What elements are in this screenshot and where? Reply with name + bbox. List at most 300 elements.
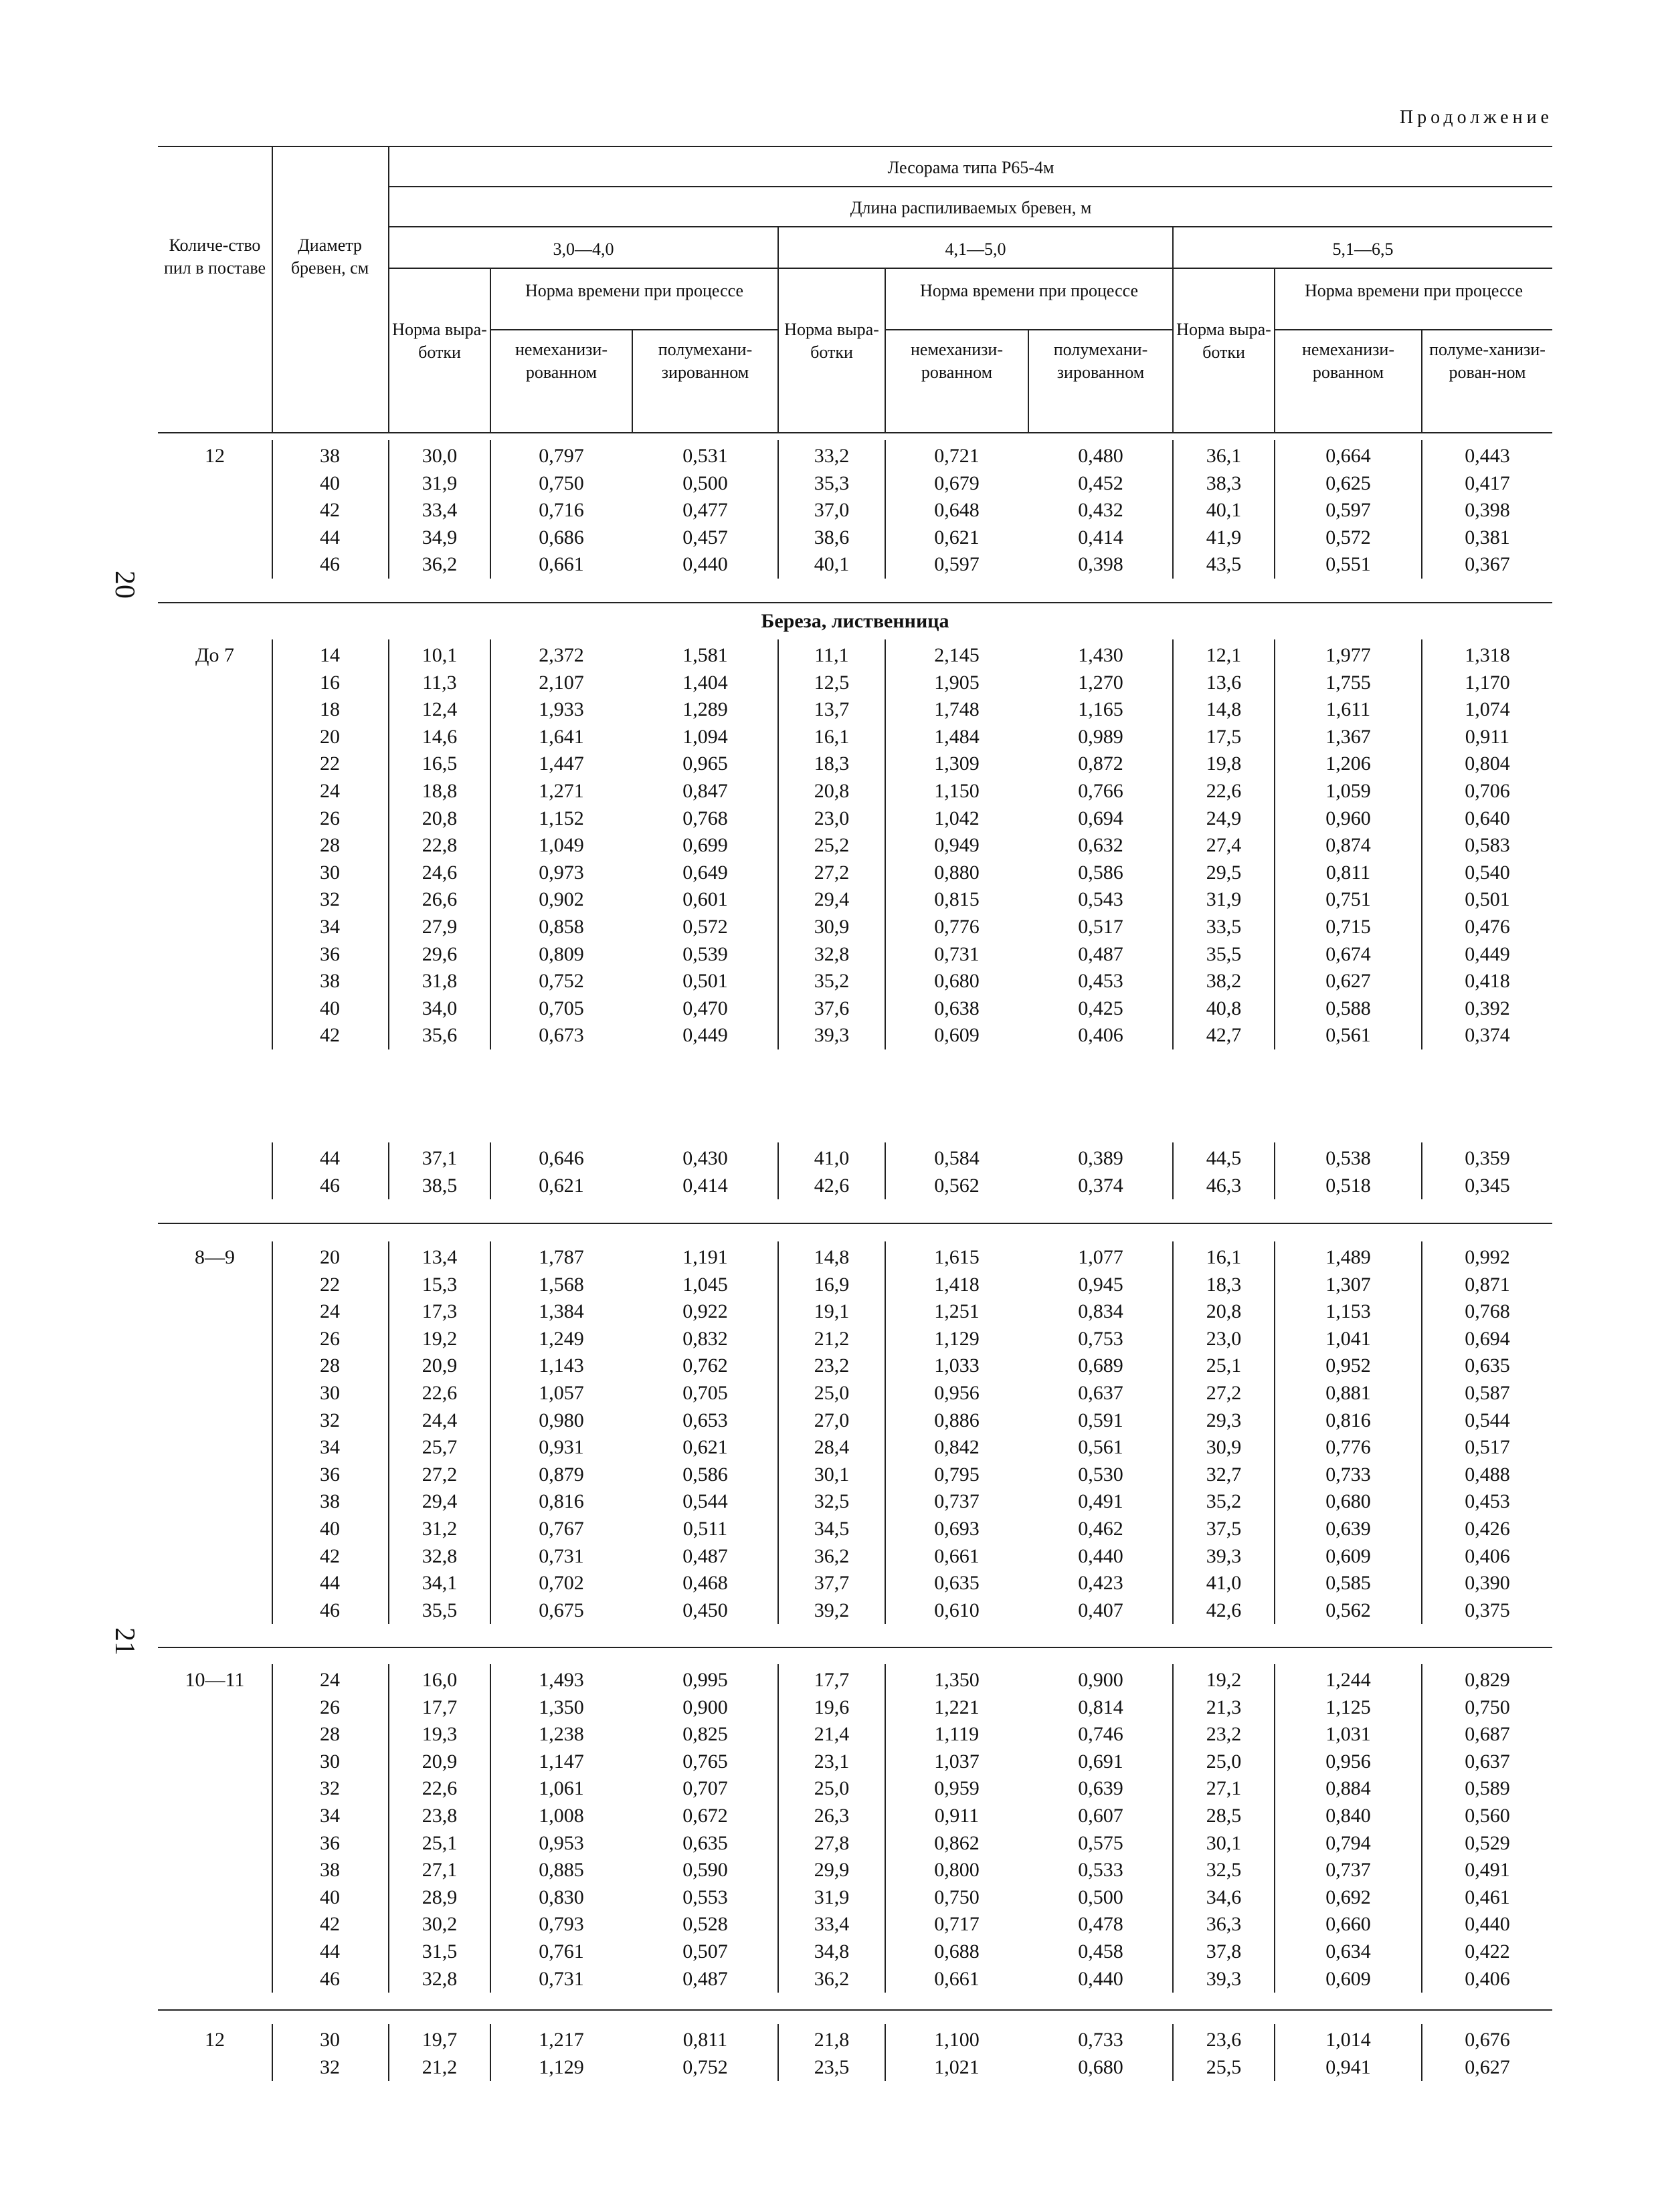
table-cell: 27,2	[814, 861, 850, 884]
table-row	[158, 696, 1552, 723]
table-cell: 0,374	[1465, 1024, 1510, 1047]
table-cell: 0,390	[1465, 1572, 1510, 1595]
table-cell: 1,031	[1325, 1723, 1371, 1746]
table-cell: 19,2	[1206, 1669, 1242, 1691]
table-cell: 19,7	[422, 2029, 458, 2051]
table-cell: 19,8	[1206, 752, 1242, 775]
table-cell: 32	[320, 1777, 340, 1800]
table-cell: 36	[320, 1463, 340, 1486]
table-row	[158, 1407, 1552, 1434]
table-cell: 14,8	[814, 1246, 850, 1268]
table-cell: 40	[320, 1518, 340, 1540]
table-row	[158, 860, 1552, 886]
table-cell: 0,995	[682, 1669, 728, 1691]
table-cell: 0,367	[1465, 553, 1510, 576]
group-label: 12	[205, 2029, 225, 2051]
table-row	[158, 995, 1552, 1022]
table-cell: 0,575	[1078, 1831, 1123, 1854]
table-cell: 24	[320, 1669, 340, 1691]
table-cell: 0,809	[539, 942, 584, 965]
table-cell: 38	[320, 1490, 340, 1513]
table-cell: 1,033	[934, 1354, 980, 1377]
table-cell: 0,840	[1325, 1805, 1371, 1827]
table-cell: 1,384	[539, 1300, 584, 1323]
table-cell: 1,165	[1078, 698, 1123, 721]
table-cell: 25,0	[1206, 1750, 1242, 1773]
table-cell: 32	[320, 888, 340, 911]
table-cell: 0,452	[1078, 472, 1123, 494]
table-cell: 1,125	[1325, 1696, 1371, 1718]
table-cell: 37,1	[422, 1147, 458, 1169]
table-cell: 40,1	[814, 553, 850, 576]
table-cell: 20,9	[422, 1354, 458, 1377]
table-cell: 0,621	[539, 1174, 584, 1197]
table-cell: 1,748	[934, 698, 980, 721]
table-cell: 38	[320, 1859, 340, 1882]
table-cell: 0,693	[934, 1518, 980, 1540]
header-norm-time-3: Норма времени при процессе	[1304, 281, 1524, 300]
table-cell: 34	[320, 1436, 340, 1459]
table-cell: 46,3	[1206, 1174, 1242, 1197]
table-row	[158, 2027, 1552, 2053]
table-cell: 0,517	[1465, 1436, 1510, 1459]
table-cell: 28	[320, 1354, 340, 1377]
table-cell: 0,811	[1325, 861, 1371, 884]
table-cell: 37,8	[1206, 1940, 1242, 1963]
table-cell: 0,562	[934, 1174, 980, 1197]
table-cell: 0,587	[1465, 1382, 1510, 1404]
table-cell: 1,152	[539, 807, 584, 829]
table-row	[158, 941, 1552, 968]
table-cell: 0,699	[682, 834, 728, 857]
table-cell: 0,872	[1078, 752, 1123, 775]
table-cell: 0,345	[1465, 1174, 1510, 1197]
table-cell: 39,3	[1206, 1967, 1242, 1990]
table-cell: 46	[320, 1174, 340, 1197]
table-cell: 46	[320, 1599, 340, 1621]
table-cell: 36,3	[1206, 1913, 1242, 1936]
table-cell: 0,767	[539, 1518, 584, 1540]
table-row	[158, 1516, 1552, 1542]
table-cell: 0,797	[539, 445, 584, 467]
table-cell: 0,443	[1465, 445, 1510, 467]
table-cell: 23,5	[814, 2055, 850, 2078]
table-cell: 23,2	[814, 1354, 850, 1377]
table-cell: 0,731	[539, 1544, 584, 1567]
table-cell: 25,0	[814, 1777, 850, 1800]
table-cell: 1,129	[934, 1327, 980, 1350]
table-cell: 0,705	[682, 1382, 728, 1404]
table-cell: 0,468	[682, 1572, 728, 1595]
table-row	[158, 1022, 1552, 1049]
table-cell: 0,847	[682, 780, 728, 802]
header-nonmech-3: немеханизи-рованном	[1302, 340, 1394, 382]
table-cell: 38	[320, 970, 340, 993]
table-cell: 32	[320, 1409, 340, 1431]
table-cell: 1,350	[539, 1696, 584, 1718]
table-cell: 0,478	[1078, 1913, 1123, 1936]
table-cell: 0,544	[682, 1490, 728, 1513]
table-cell: 20,8	[1206, 1300, 1242, 1323]
table-cell: 28,4	[814, 1436, 850, 1459]
table-cell: 0,661	[539, 553, 584, 576]
table-cell: 0,664	[1325, 445, 1371, 467]
table-cell: 0,706	[1465, 780, 1510, 802]
section-title: Береза, лиственница	[761, 610, 949, 632]
table-cell: 34,1	[422, 1572, 458, 1595]
table-row	[158, 1488, 1552, 1515]
group-separator	[158, 2009, 1552, 2011]
table-cell: 42,7	[1206, 1024, 1242, 1047]
table-cell: 0,825	[682, 1723, 728, 1746]
table-cell: 21,4	[814, 1723, 850, 1746]
table-cell: 34,5	[814, 1518, 850, 1540]
table-cell: 16,1	[814, 725, 850, 748]
table-row	[158, 1543, 1552, 1570]
table-cell: 0,733	[1078, 2029, 1123, 2051]
table-cell: 31,5	[422, 1940, 458, 1963]
table-cell: 22,6	[422, 1777, 458, 1800]
table-cell: 27,4	[1206, 834, 1242, 857]
table-cell: 42,6	[814, 1174, 850, 1197]
table-cell: 26,3	[814, 1805, 850, 1827]
table-cell: 38,2	[1206, 970, 1242, 993]
table-cell: 0,675	[539, 1599, 584, 1621]
table-cell: 0,635	[1465, 1354, 1510, 1377]
table-cell: 33,5	[1206, 916, 1242, 938]
table-cell: 0,634	[1325, 1940, 1371, 1963]
table-cell: 0,814	[1078, 1696, 1123, 1718]
table-cell: 0,911	[1465, 725, 1510, 748]
table-cell: 21,2	[422, 2055, 458, 2078]
table-cell: 0,621	[934, 526, 980, 548]
table-cell: 16	[320, 671, 340, 694]
table-cell: 35,6	[422, 1024, 458, 1047]
table-cell: 0,627	[1465, 2055, 1510, 2078]
table-cell: 1,238	[539, 1723, 584, 1746]
table-cell: 20	[320, 725, 340, 748]
table-cell: 31,9	[422, 472, 458, 494]
group-separator	[158, 1647, 1552, 1648]
header-semimech-3: полуме-ханизи-рован-ном	[1429, 340, 1546, 382]
table-cell: 0,673	[539, 1024, 584, 1047]
table-cell: 0,694	[1465, 1327, 1510, 1350]
table-cell: 1,271	[539, 780, 584, 802]
table-cell: 0,679	[934, 472, 980, 494]
table-row	[158, 1938, 1552, 1965]
table-cell: 0,501	[1465, 888, 1510, 911]
table-cell: 0,585	[1325, 1572, 1371, 1595]
header-norm-time-2: Норма времени при процессе	[919, 281, 1139, 300]
table-cell: 0,553	[682, 1886, 728, 1908]
table-cell: 0,750	[934, 1886, 980, 1908]
table-cell: 27,9	[422, 916, 458, 938]
table-cell: 37,6	[814, 997, 850, 1019]
table-cell: 0,500	[682, 472, 728, 494]
table-cell: 21,2	[814, 1327, 850, 1350]
table-cell: 1,641	[539, 725, 584, 748]
table-cell: 1,042	[934, 807, 980, 829]
table-cell: 1,061	[539, 1777, 584, 1800]
table-cell: 0,562	[1325, 1599, 1371, 1621]
table-cell: 0,761	[539, 1940, 584, 1963]
table-cell: 0,953	[539, 1831, 584, 1854]
header-norm-output-1: Норма выра-ботки	[392, 320, 487, 362]
table-row	[158, 1830, 1552, 1857]
table-cell: 43,5	[1206, 553, 1242, 576]
table-cell: 0,392	[1465, 997, 1510, 1019]
table-cell: 1,045	[682, 1273, 728, 1296]
table-cell: 20,9	[422, 1750, 458, 1773]
table-cell: 0,572	[1325, 526, 1371, 548]
table-cell: 26,6	[422, 888, 458, 911]
header-semimech-1: полумехани-зированном	[658, 340, 753, 382]
table-cell: 1,493	[539, 1669, 584, 1691]
table-cell: 25,1	[422, 1831, 458, 1854]
table-cell: 0,511	[682, 1518, 728, 1540]
table-cell: 30,0	[422, 445, 458, 467]
table-cell: 32,5	[1206, 1859, 1242, 1882]
table-cell: 0,753	[1078, 1327, 1123, 1350]
table-cell: 37,5	[1206, 1518, 1242, 1540]
table-cell: 0,800	[934, 1859, 980, 1882]
table-cell: 46	[320, 553, 340, 576]
table-cell: 13,4	[422, 1246, 458, 1268]
table-cell: 41,9	[1206, 526, 1242, 548]
table-cell: 0,941	[1325, 2055, 1371, 2078]
table-cell: 0,430	[682, 1147, 728, 1169]
table-cell: 1,074	[1465, 698, 1510, 721]
table-cell: 0,589	[1465, 1777, 1510, 1800]
table-row	[158, 1775, 1552, 1802]
table-cell: 17,7	[422, 1696, 458, 1718]
table-cell: 1,100	[934, 2029, 980, 2051]
table-cell: 12,1	[1206, 644, 1242, 666]
table-cell: 0,793	[539, 1913, 584, 1936]
table-cell: 0,768	[1465, 1300, 1510, 1323]
table-cell: 0,900	[682, 1696, 728, 1718]
table-cell: 29,9	[814, 1859, 850, 1882]
table-cell: 0,635	[934, 1572, 980, 1595]
table-cell: 1,251	[934, 1300, 980, 1323]
table-cell: 1,170	[1465, 671, 1510, 694]
table-cell: 0,488	[1465, 1463, 1510, 1486]
table-cell: 1,221	[934, 1696, 980, 1718]
group-separator	[158, 1223, 1552, 1224]
table-cell: 23,8	[422, 1805, 458, 1827]
table-cell: 44	[320, 1572, 340, 1595]
table-cell: 0,640	[1465, 807, 1510, 829]
table-cell: 0,440	[1078, 1967, 1123, 1990]
table-row	[158, 470, 1552, 497]
header-range-1: 3,0—4,0	[553, 239, 614, 259]
table-cell: 22,8	[422, 834, 458, 857]
table-cell: 0,902	[539, 888, 584, 911]
table-row	[158, 914, 1552, 940]
table-cell: 1,057	[539, 1382, 584, 1404]
group-label: 12	[205, 445, 225, 467]
table-cell: 35,2	[814, 970, 850, 993]
table-cell: 0,884	[1325, 1777, 1371, 1800]
table-cell: 25,1	[1206, 1354, 1242, 1377]
table-cell: 0,414	[1078, 526, 1123, 548]
table-cell: 0,381	[1465, 526, 1510, 548]
table-cell: 0,375	[1465, 1599, 1510, 1621]
table-cell: 0,874	[1325, 834, 1371, 857]
table-cell: 24,9	[1206, 807, 1242, 829]
table-cell: 1,094	[682, 725, 728, 748]
table-cell: 0,816	[539, 1490, 584, 1513]
table-cell: 1,611	[1325, 698, 1371, 721]
table-cell: 0,543	[1078, 888, 1123, 911]
table-cell: 0,480	[1078, 445, 1123, 467]
table-cell: 27,2	[1206, 1382, 1242, 1404]
table-cell: 27,1	[422, 1859, 458, 1882]
table-cell: 0,632	[1078, 834, 1123, 857]
table-cell: 0,886	[934, 1409, 980, 1431]
table-cell: 30,1	[1206, 1831, 1242, 1854]
table-cell: 0,406	[1465, 1544, 1510, 1567]
table-cell: 0,635	[682, 1831, 728, 1854]
table-cell: 1,153	[1325, 1300, 1371, 1323]
table-cell: 0,733	[1325, 1463, 1371, 1486]
table-cell: 0,842	[934, 1436, 980, 1459]
header-saws: Количе-ство пил в поставе	[163, 235, 266, 278]
table-cell: 0,500	[1078, 1886, 1123, 1908]
table-cell: 29,3	[1206, 1409, 1242, 1431]
table-cell: 2,107	[539, 671, 584, 694]
table-cell: 0,862	[934, 1831, 980, 1854]
table-cell: 0,560	[1465, 1805, 1510, 1827]
table-cell: 0,529	[1465, 1831, 1510, 1854]
table-cell: 0,561	[1325, 1024, 1371, 1047]
table-cell: 0,517	[1078, 916, 1123, 938]
table-cell: 22,6	[1206, 780, 1242, 802]
table-cell: 19,6	[814, 1696, 850, 1718]
table-cell: 23,6	[1206, 2029, 1242, 2051]
table-cell: 0,911	[934, 1805, 980, 1827]
table-row	[158, 886, 1552, 913]
table-cell: 36,2	[814, 1967, 850, 1990]
table-cell: 0,461	[1465, 1886, 1510, 1908]
table-cell: 1,309	[934, 752, 980, 775]
table-row	[158, 968, 1552, 995]
table-cell: 1,430	[1078, 644, 1123, 666]
table-cell: 0,834	[1078, 1300, 1123, 1323]
table-cell: 0,661	[934, 1967, 980, 1990]
table-row	[158, 670, 1552, 696]
table-cell: 19,1	[814, 1300, 850, 1323]
header-nonmech-2: немеханизи-рованном	[911, 340, 1003, 382]
table-cell: 39,2	[814, 1599, 850, 1621]
table-cell: 0,457	[682, 526, 728, 548]
table-cell: 1,014	[1325, 2029, 1371, 2051]
table-cell: 25,0	[814, 1382, 850, 1404]
table-cell: 41,0	[814, 1147, 850, 1169]
table-cell: 0,686	[539, 526, 584, 548]
table-cell: 20	[320, 1246, 340, 1268]
table-cell: 0,425	[1078, 997, 1123, 1019]
table-cell: 0,477	[682, 499, 728, 522]
table-cell: 36,1	[1206, 445, 1242, 467]
table-cell: 0,609	[1325, 1967, 1371, 1990]
table-cell: 0,765	[682, 1750, 728, 1773]
table-cell: 0,597	[1325, 499, 1371, 522]
table-cell: 2,145	[934, 644, 980, 666]
table-row	[158, 1667, 1552, 1694]
table-cell: 44,5	[1206, 1147, 1242, 1169]
table-row	[158, 1911, 1552, 1938]
table-cell: 0,531	[682, 445, 728, 467]
header-nonmech-1: немеханизи-рованном	[515, 340, 608, 382]
table-cell: 0,816	[1325, 1409, 1371, 1431]
table-cell: 0,625	[1325, 472, 1371, 494]
table-cell: 0,830	[539, 1886, 584, 1908]
table-cell: 0,610	[934, 1599, 980, 1621]
table-cell: 0,609	[1325, 1544, 1371, 1567]
table-cell: 44	[320, 1147, 340, 1169]
table-cell: 0,649	[682, 861, 728, 884]
table-cell: 1,307	[1325, 1273, 1371, 1296]
table-cell: 0,450	[682, 1599, 728, 1621]
header-diameter: Диаметр бревен, см	[290, 235, 369, 278]
table-cell: 0,440	[1078, 1544, 1123, 1567]
header-range-3: 5,1—6,5	[1332, 239, 1394, 259]
table-cell: 1,318	[1465, 644, 1510, 666]
table-cell: 0,432	[1078, 499, 1123, 522]
table-cell: 0,597	[934, 553, 980, 576]
table-row	[158, 551, 1552, 578]
table-cell: 28	[320, 834, 340, 857]
table-cell: 0,692	[1325, 1886, 1371, 1908]
table-cell: 35,5	[422, 1599, 458, 1621]
table-cell: 28,5	[1206, 1805, 1242, 1827]
table-cell: 1,447	[539, 752, 584, 775]
table-row	[158, 1145, 1552, 1172]
table-cell: 0,561	[1078, 1436, 1123, 1459]
table-cell: 0,752	[682, 2055, 728, 2078]
table-cell: 0,922	[682, 1300, 728, 1323]
table-cell: 1,484	[934, 725, 980, 748]
table-cell: 14	[320, 644, 340, 666]
table-cell: 0,705	[539, 997, 584, 1019]
table-cell: 0,661	[934, 1544, 980, 1567]
table-cell: 0,674	[1325, 942, 1371, 965]
table-cell: 32,5	[814, 1490, 850, 1513]
table-cell: 0,716	[539, 499, 584, 522]
table-cell: 38,6	[814, 526, 850, 548]
table-cell: 0,639	[1078, 1777, 1123, 1800]
table-cell: 1,008	[539, 1805, 584, 1827]
table-cell: 0,829	[1465, 1669, 1510, 1691]
table-cell: 34	[320, 1805, 340, 1827]
table-row	[158, 1884, 1552, 1911]
table-cell: 0,949	[934, 834, 980, 857]
table-cell: 0,680	[934, 970, 980, 993]
table-cell: 0,965	[682, 752, 728, 775]
table-cell: 34	[320, 916, 340, 938]
table-cell: 0,794	[1325, 1831, 1371, 1854]
table-cell: 0,507	[682, 1940, 728, 1963]
table-cell: 29,6	[422, 942, 458, 965]
table-cell: 33,2	[814, 445, 850, 467]
table-cell: 14,6	[422, 725, 458, 748]
table-cell: 0,900	[1078, 1669, 1123, 1691]
table-cell: 0,646	[539, 1147, 584, 1169]
table-cell: 22,6	[422, 1382, 458, 1404]
table-cell: 11,3	[422, 671, 457, 694]
table-cell: 46	[320, 1967, 340, 1990]
